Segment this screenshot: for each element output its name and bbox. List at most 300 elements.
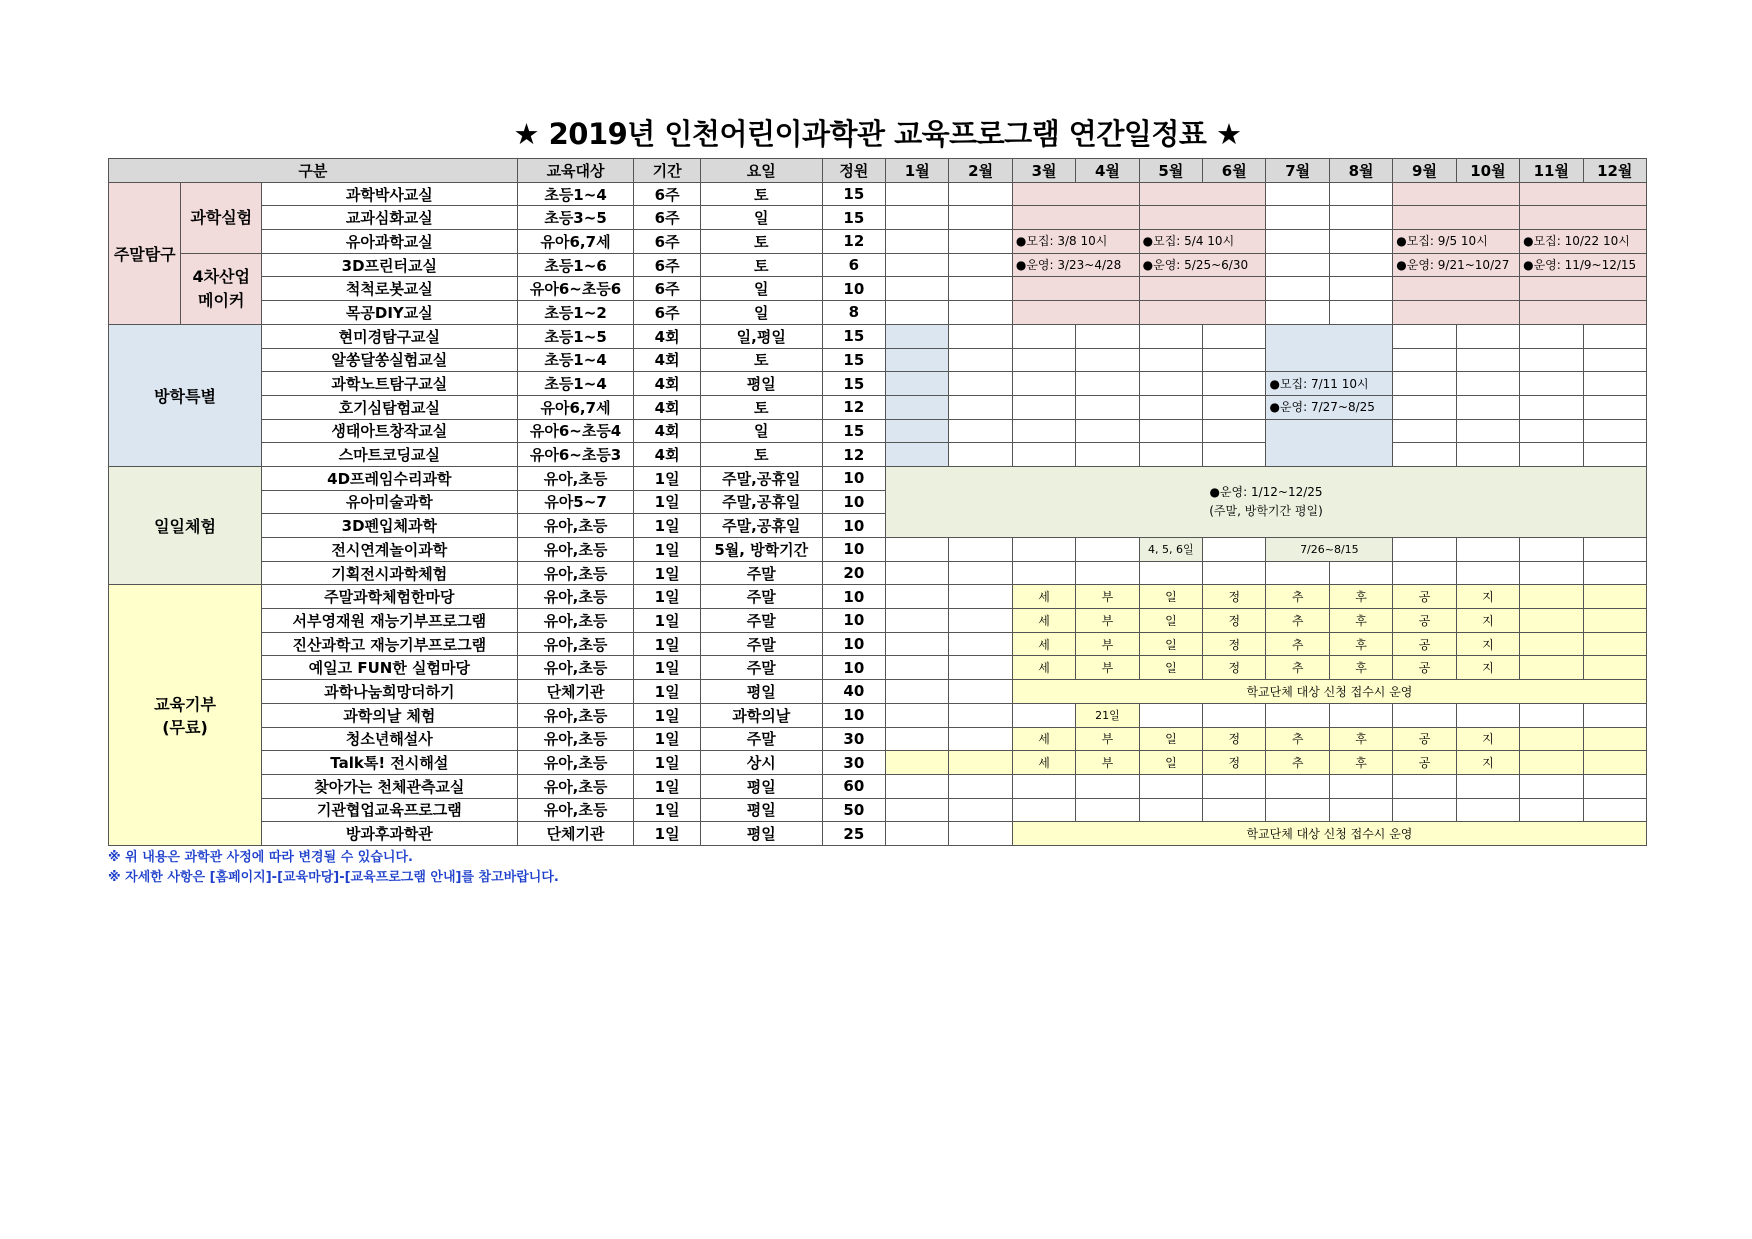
month-cell	[1139, 206, 1266, 230]
month-cell	[1393, 443, 1456, 467]
donation-char: 부	[1076, 609, 1139, 633]
header-row	[109, 159, 1647, 183]
month-cell	[1520, 632, 1583, 656]
table-row	[109, 206, 1647, 230]
month-cell	[1012, 324, 1075, 348]
program-name: 호기심탐험교실	[261, 395, 517, 419]
header-duration: 기간	[634, 159, 700, 183]
month-cell	[1583, 348, 1647, 372]
program-day: 상시	[700, 751, 822, 775]
month-cell	[1393, 561, 1456, 585]
month-cell	[886, 301, 949, 325]
program-day: 주말,공휴일	[700, 466, 822, 490]
month-cell	[949, 206, 1012, 230]
program-target: 유아6~초등3	[517, 443, 634, 467]
program-capacity: 15	[822, 182, 885, 206]
donation-char: 일	[1139, 656, 1202, 680]
program-day: 토	[700, 253, 822, 277]
month-cell	[1012, 372, 1075, 396]
month-cell	[1583, 538, 1647, 562]
month-cell	[949, 680, 1012, 704]
header-month-11: 11월	[1520, 159, 1583, 183]
program-target: 초등1~4	[517, 182, 634, 206]
school-group-note: 학교단체 대상 신청 접수시 운영	[1012, 680, 1646, 704]
month-cell	[1520, 443, 1583, 467]
month-cell	[1393, 798, 1456, 822]
program-day: 주말,공휴일	[700, 490, 822, 514]
program-duration: 6주	[634, 277, 700, 301]
header-day: 요일	[700, 159, 822, 183]
month-cell	[949, 277, 1012, 301]
month-cell	[1012, 348, 1075, 372]
donation-char: 부	[1076, 585, 1139, 609]
month-cell	[886, 632, 949, 656]
donation-char: 일	[1139, 727, 1202, 751]
jul-aug-recruit-note: ●모집: 7/11 10시	[1266, 372, 1393, 396]
month-cell	[886, 182, 949, 206]
schedule-table	[108, 158, 1647, 846]
program-duration: 1일	[634, 680, 700, 704]
may-days-note: 4, 5, 6일	[1139, 538, 1202, 562]
header-month-9: 9월	[1393, 159, 1456, 183]
mar-apr-recruit-note: ●모집: 3/8 10시	[1012, 230, 1139, 254]
may-jun-recruit-note: ●모집: 5/4 10시	[1139, 230, 1266, 254]
program-target: 유아,초등	[517, 703, 634, 727]
program-target: 유아5~7	[517, 490, 634, 514]
donation-char: 지	[1456, 632, 1519, 656]
program-name: 4D프레임수리과학	[261, 466, 517, 490]
nov-dec-run-note: ●운영: 11/9~12/15	[1520, 253, 1647, 277]
program-capacity: 15	[822, 348, 885, 372]
month-cell	[949, 324, 1012, 348]
program-name: 전시연계놀이과학	[261, 538, 517, 562]
donation-char: 정	[1203, 656, 1266, 680]
jul-aug-run-note: ●운영: 7/27~8/25	[1266, 395, 1393, 419]
program-target: 유아,초등	[517, 656, 634, 680]
program-day: 주말	[700, 561, 822, 585]
month-cell	[1456, 561, 1519, 585]
program-capacity: 60	[822, 774, 885, 798]
month-cell	[1583, 727, 1647, 751]
program-target: 유아,초등	[517, 609, 634, 633]
table-row	[109, 774, 1647, 798]
donation-char: 추	[1266, 632, 1329, 656]
month-cell	[886, 395, 949, 419]
month-cell	[1012, 277, 1139, 301]
month-cell	[949, 395, 1012, 419]
month-cell	[1012, 798, 1075, 822]
donation-char: 추	[1266, 609, 1329, 633]
month-cell	[949, 182, 1012, 206]
month-cell	[1456, 419, 1519, 443]
table-row	[109, 727, 1647, 751]
month-cell	[1329, 182, 1392, 206]
program-name: 알쏭달쏭실험교실	[261, 348, 517, 372]
program-day: 일	[700, 301, 822, 325]
month-cell	[1139, 301, 1266, 325]
program-target: 초등1~5	[517, 324, 634, 348]
program-name: 방과후과학관	[261, 822, 517, 846]
month-cell	[1393, 419, 1456, 443]
month-cell	[1266, 206, 1329, 230]
table-row	[109, 798, 1647, 822]
month-cell	[886, 372, 949, 396]
donation-char: 공	[1393, 656, 1456, 680]
table-row	[109, 395, 1647, 419]
program-capacity: 10	[822, 466, 885, 490]
month-cell	[1203, 561, 1266, 585]
footnote-change: ※ 위 내용은 과학관 사정에 따라 변경될 수 있습니다.	[108, 850, 413, 865]
program-target: 유아,초등	[517, 538, 634, 562]
donation-char: 후	[1329, 585, 1392, 609]
program-capacity: 25	[822, 822, 885, 846]
month-cell	[1456, 774, 1519, 798]
month-cell	[1203, 324, 1266, 348]
month-cell	[1076, 798, 1139, 822]
program-duration: 1일	[634, 609, 700, 633]
header-category: 구분	[109, 159, 518, 183]
month-cell	[886, 538, 949, 562]
month-cell	[1012, 774, 1075, 798]
program-target: 초등1~6	[517, 253, 634, 277]
subgroup-maker	[181, 253, 262, 324]
program-name: 교과심화교실	[261, 206, 517, 230]
program-duration: 4회	[634, 443, 700, 467]
donation-char: 세	[1012, 585, 1075, 609]
month-cell	[1076, 561, 1139, 585]
program-duration: 1일	[634, 751, 700, 775]
month-cell	[949, 538, 1012, 562]
program-day: 평일	[700, 680, 822, 704]
month-cell	[1520, 585, 1583, 609]
program-duration: 1일	[634, 561, 700, 585]
header-month-4: 4월	[1076, 159, 1139, 183]
oneday-detail-text: (주말, 방학기간 평일)	[1209, 503, 1323, 518]
month-cell	[949, 703, 1012, 727]
program-capacity: 15	[822, 324, 885, 348]
program-capacity: 10	[822, 514, 885, 538]
month-cell	[1012, 538, 1075, 562]
month-cell	[886, 561, 949, 585]
month-cell	[1393, 372, 1456, 396]
month-cell	[1329, 774, 1392, 798]
program-target: 유아,초등	[517, 774, 634, 798]
month-cell	[1520, 301, 1647, 325]
month-cell	[1583, 443, 1647, 467]
table-row	[109, 822, 1647, 846]
donation-char: 후	[1329, 632, 1392, 656]
month-cell	[886, 585, 949, 609]
month-cell	[1520, 609, 1583, 633]
month-cell	[949, 798, 1012, 822]
program-duration: 6주	[634, 301, 700, 325]
program-duration: 6주	[634, 206, 700, 230]
program-target: 유아,초등	[517, 632, 634, 656]
program-capacity: 8	[822, 301, 885, 325]
month-cell	[949, 632, 1012, 656]
month-cell	[1520, 656, 1583, 680]
table-row	[109, 703, 1647, 727]
month-cell	[1583, 656, 1647, 680]
program-duration: 1일	[634, 703, 700, 727]
program-duration: 1일	[634, 466, 700, 490]
month-cell	[886, 348, 949, 372]
program-duration: 6주	[634, 182, 700, 206]
month-cell	[1139, 348, 1202, 372]
donation-char: 후	[1329, 609, 1392, 633]
donation-char: 정	[1203, 632, 1266, 656]
table-row	[109, 656, 1647, 680]
month-cell	[886, 443, 949, 467]
month-cell	[1139, 324, 1202, 348]
program-target: 유아,초등	[517, 727, 634, 751]
month-cell	[1329, 253, 1392, 277]
program-name: 기관협업교육프로그램	[261, 798, 517, 822]
month-cell	[1203, 443, 1266, 467]
program-name: 생태아트창작교실	[261, 419, 517, 443]
month-cell	[1393, 206, 1520, 230]
donation-char: 후	[1329, 656, 1392, 680]
page-title: ★ 2019년 인천어린이과학관 교육프로그램 연간일정표 ★	[513, 117, 1242, 151]
month-cell	[1393, 703, 1456, 727]
month-cell	[1012, 561, 1075, 585]
month-cell	[886, 206, 949, 230]
table-row	[109, 324, 1647, 348]
program-target: 유아,초등	[517, 514, 634, 538]
month-cell	[1076, 419, 1139, 443]
table-row	[109, 561, 1647, 585]
oneday-run-note	[886, 466, 1647, 537]
month-cell	[1076, 324, 1139, 348]
month-cell	[1583, 419, 1647, 443]
footnote-details: ※ 자세한 사항은 [홈페이지]-[교육마당]-[교육프로그램 안내]를 참고바랍니다.	[108, 870, 559, 885]
month-cell	[1583, 774, 1647, 798]
month-cell	[1456, 348, 1519, 372]
header-month-6: 6월	[1203, 159, 1266, 183]
month-cell	[1520, 419, 1583, 443]
month-cell	[1076, 774, 1139, 798]
month-cell	[949, 585, 1012, 609]
donation-char: 정	[1203, 751, 1266, 775]
month-cell	[1583, 324, 1647, 348]
group-after-school: 방학특별	[109, 324, 262, 466]
month-cell	[1139, 798, 1202, 822]
month-cell	[1266, 253, 1329, 277]
program-capacity: 20	[822, 561, 885, 585]
month-cell	[1520, 182, 1647, 206]
program-day: 평일	[700, 822, 822, 846]
program-capacity: 12	[822, 230, 885, 254]
program-target: 단체기관	[517, 822, 634, 846]
program-capacity: 10	[822, 490, 885, 514]
month-cell	[1012, 419, 1075, 443]
program-target: 단체기관	[517, 680, 634, 704]
donation-char: 부	[1076, 632, 1139, 656]
program-day: 일,평일	[700, 324, 822, 348]
month-cell	[1329, 561, 1392, 585]
program-target: 초등1~4	[517, 372, 634, 396]
program-capacity: 10	[822, 703, 885, 727]
month-cell	[886, 253, 949, 277]
month-cell	[1456, 372, 1519, 396]
month-cell	[1329, 206, 1392, 230]
month-cell	[1520, 538, 1583, 562]
donation-char: 후	[1329, 727, 1392, 751]
table-row	[109, 443, 1647, 467]
program-name: 주말과학체험한마당	[261, 585, 517, 609]
subgroup-science-experiment: 과학실험	[181, 182, 262, 253]
donation-char: 세	[1012, 751, 1075, 775]
table-row	[109, 230, 1647, 254]
program-day: 토	[700, 182, 822, 206]
program-duration: 1일	[634, 514, 700, 538]
program-target: 유아,초등	[517, 561, 634, 585]
month-cell	[1266, 301, 1329, 325]
donation-char: 지	[1456, 727, 1519, 751]
program-duration: 1일	[634, 490, 700, 514]
month-cell	[949, 727, 1012, 751]
table-row	[109, 538, 1647, 562]
table-row	[109, 372, 1647, 396]
month-cell	[1203, 395, 1266, 419]
donation-char: 일	[1139, 751, 1202, 775]
program-capacity: 30	[822, 751, 885, 775]
month-cell	[1583, 703, 1647, 727]
month-cell	[1520, 561, 1583, 585]
month-cell	[949, 751, 1012, 775]
program-name: 진산과학고 재능기부프로그램	[261, 632, 517, 656]
program-day: 주말	[700, 609, 822, 633]
month-cell	[1012, 703, 1075, 727]
month-cell	[1583, 395, 1647, 419]
program-day: 토	[700, 395, 822, 419]
header-month-10: 10월	[1456, 159, 1519, 183]
month-cell	[1203, 703, 1266, 727]
mar-apr-run-note: ●운영: 3/23~4/28	[1012, 253, 1139, 277]
month-cell	[1393, 538, 1456, 562]
program-name: 예일고 FUN한 실험마당	[261, 656, 517, 680]
month-cell	[949, 348, 1012, 372]
program-day: 주말	[700, 727, 822, 751]
month-cell	[1583, 585, 1647, 609]
month-cell	[1393, 774, 1456, 798]
month-cell	[1520, 727, 1583, 751]
program-day: 토	[700, 443, 822, 467]
program-target: 유아6,7세	[517, 395, 634, 419]
program-name: 과학노트탐구교실	[261, 372, 517, 396]
program-day: 5월, 방학기간	[700, 538, 822, 562]
program-name: 목공DIY교실	[261, 301, 517, 325]
program-name: 기획전시과학체험	[261, 561, 517, 585]
month-cell	[949, 609, 1012, 633]
month-cell	[1456, 395, 1519, 419]
program-target: 유아,초등	[517, 751, 634, 775]
program-day: 평일	[700, 372, 822, 396]
program-name: 찾아가는 천체관측교실	[261, 774, 517, 798]
program-target: 유아6~초등6	[517, 277, 634, 301]
program-name: 척척로봇교실	[261, 277, 517, 301]
donation-char: 일	[1139, 609, 1202, 633]
month-cell	[1139, 182, 1266, 206]
month-cell	[1329, 230, 1392, 254]
month-cell	[949, 301, 1012, 325]
donation-char: 추	[1266, 727, 1329, 751]
month-cell	[1139, 277, 1266, 301]
group-donation-line1: 교육기부	[154, 695, 216, 715]
donation-char: 추	[1266, 751, 1329, 775]
donation-char: 공	[1393, 632, 1456, 656]
science-day-note: 21일	[1076, 703, 1139, 727]
donation-char: 일	[1139, 632, 1202, 656]
group-one-day: 일일체험	[109, 466, 262, 584]
month-cell	[1456, 703, 1519, 727]
header-month-7: 7월	[1266, 159, 1329, 183]
month-cell	[1520, 348, 1583, 372]
month-cell	[949, 774, 1012, 798]
month-cell	[1012, 301, 1139, 325]
month-cell	[1012, 182, 1139, 206]
month-cell	[1076, 443, 1139, 467]
program-day: 과학의날	[700, 703, 822, 727]
sep-oct-recruit-note: ●모집: 9/5 10시	[1393, 230, 1520, 254]
month-cell	[1329, 301, 1392, 325]
donation-char: 추	[1266, 656, 1329, 680]
month-cell	[949, 822, 1012, 846]
program-capacity: 6	[822, 253, 885, 277]
program-duration: 1일	[634, 656, 700, 680]
program-capacity: 10	[822, 656, 885, 680]
program-target: 초등3~5	[517, 206, 634, 230]
month-cell	[1266, 230, 1329, 254]
month-cell	[1456, 798, 1519, 822]
donation-char: 부	[1076, 751, 1139, 775]
donation-char: 부	[1076, 656, 1139, 680]
program-capacity: 10	[822, 538, 885, 562]
month-cell	[1583, 372, 1647, 396]
month-cell	[1520, 703, 1583, 727]
month-cell	[1520, 324, 1583, 348]
month-cell	[1139, 561, 1202, 585]
donation-char: 정	[1203, 609, 1266, 633]
program-duration: 1일	[634, 538, 700, 562]
month-cell	[886, 230, 949, 254]
program-name: 유아미술과학	[261, 490, 517, 514]
program-duration: 1일	[634, 822, 700, 846]
program-day: 평일	[700, 798, 822, 822]
month-cell	[949, 372, 1012, 396]
month-cell	[1393, 182, 1520, 206]
month-cell	[1393, 324, 1456, 348]
program-name: 스마트코딩교실	[261, 443, 517, 467]
header-month-8: 8월	[1329, 159, 1392, 183]
program-capacity: 15	[822, 206, 885, 230]
donation-char: 일	[1139, 585, 1202, 609]
month-cell	[886, 324, 949, 348]
program-target: 유아6,7세	[517, 230, 634, 254]
program-day: 일	[700, 206, 822, 230]
program-day: 토	[700, 348, 822, 372]
month-cell	[949, 561, 1012, 585]
table-row	[109, 253, 1647, 277]
month-cell	[1520, 277, 1647, 301]
month-cell	[1139, 774, 1202, 798]
header-target: 교육대상	[517, 159, 634, 183]
month-cell	[1329, 703, 1392, 727]
nov-dec-recruit-note: ●모집: 10/22 10시	[1520, 230, 1647, 254]
summer-period-note: 7/26~8/15	[1266, 538, 1393, 562]
donation-char: 후	[1329, 751, 1392, 775]
month-cell	[886, 609, 949, 633]
